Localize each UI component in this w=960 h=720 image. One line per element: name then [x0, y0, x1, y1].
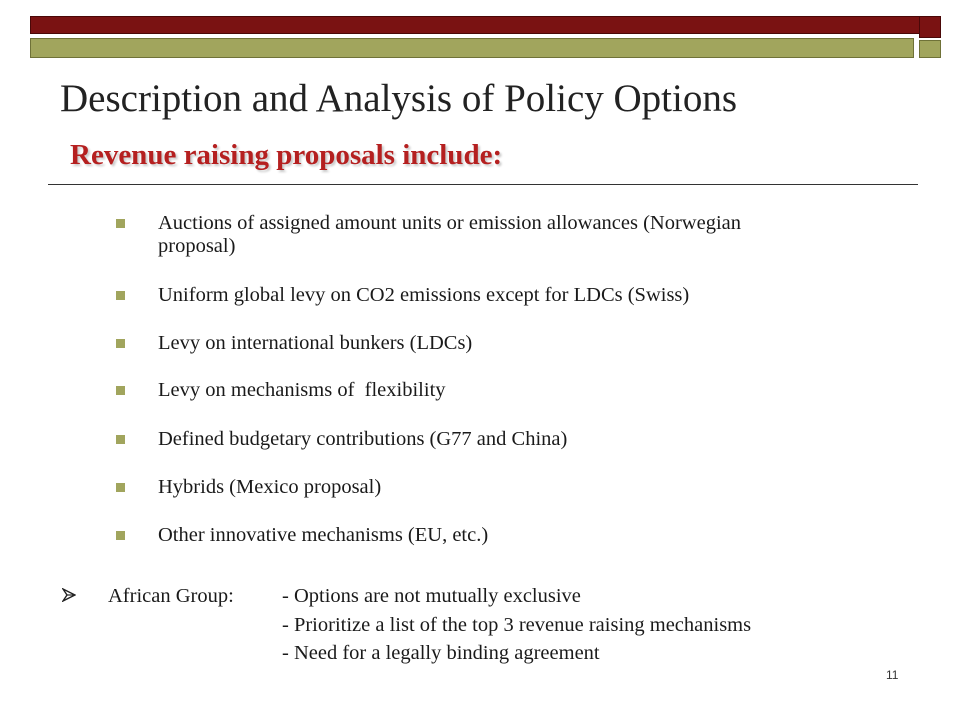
square-bullet-icon [116, 531, 125, 540]
list-item-text: Uniform global levy on CO2 emissions except for LDCs (Swiss) [158, 284, 690, 306]
list-item-text: Defined budgetary contributions (G77 and China) [158, 428, 568, 450]
header-olive-square [919, 40, 941, 58]
list-item [116, 524, 488, 547]
list-item-text: Auctions of assigned amount units or emission allowances (Norwegian proposal) [158, 212, 741, 257]
slide-title: Description and Analysis of Policy Options [60, 77, 738, 120]
list-item-text: Levy on international bunkers (LDCs) [158, 332, 473, 354]
african-group-line-2: - Prioritize a list of the top 3 revenue raising mechanisms [282, 614, 752, 636]
african-group-line-3: - Need for a legally binding agreement [282, 642, 600, 664]
slide-subtitle: Revenue raising proposals include: [70, 139, 503, 171]
list-item-text: Other innovative mechanisms (EU, etc.) [158, 524, 489, 546]
square-bullet-icon [116, 291, 125, 300]
square-bullet-icon [116, 219, 125, 228]
header-olive-bar [30, 38, 914, 58]
list-item [116, 428, 567, 451]
african-group-line-1: - Options are not mutually exclusive [282, 585, 581, 607]
square-bullet-icon [116, 339, 125, 348]
list-item [116, 284, 689, 307]
list-item-text: Hybrids (Mexico proposal) [158, 476, 382, 498]
list-item [116, 212, 818, 258]
page-number: 11 [886, 668, 899, 682]
arrow-bullet-icon [62, 588, 76, 602]
header-maroon-bar [30, 16, 936, 34]
divider-line [48, 184, 918, 185]
list-item [116, 379, 446, 402]
african-group-label: African Group: [108, 585, 234, 607]
square-bullet-icon [116, 386, 125, 395]
header-maroon-square [919, 16, 941, 38]
square-bullet-icon [116, 483, 125, 492]
list-item-text: Levy on mechanisms of flexibility [158, 379, 446, 401]
list-item [116, 332, 472, 355]
list-item [116, 476, 381, 499]
square-bullet-icon [116, 435, 125, 444]
